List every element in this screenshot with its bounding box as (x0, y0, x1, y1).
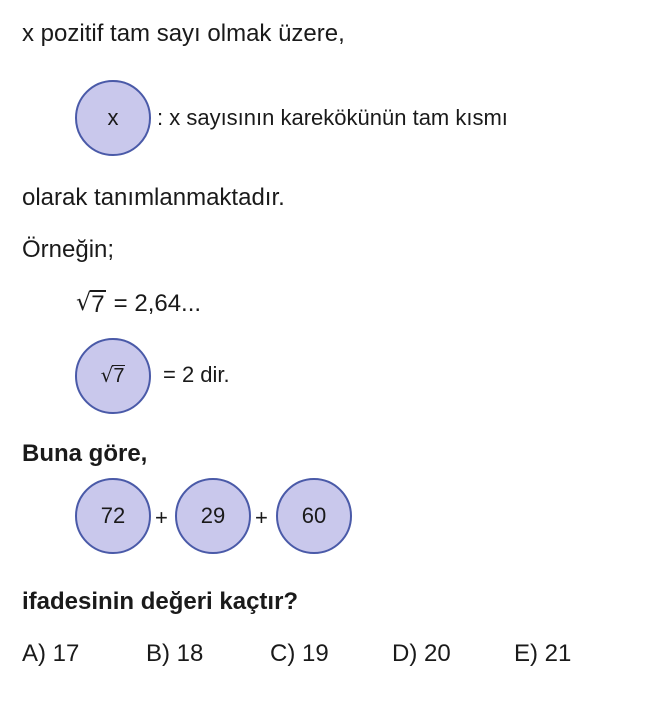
term-circle-2 (175, 478, 251, 554)
definition-circle (75, 80, 151, 156)
term-value-3: 60 (301, 503, 327, 528)
definition-text: : x sayısının karekökünün tam kısmı (157, 105, 508, 130)
term-value-2: 29 (200, 503, 226, 528)
choice-b[interactable]: B) 18 (146, 640, 204, 667)
circle-sqrt-argument: 7 (113, 365, 125, 387)
radical-icon: √ (100, 363, 114, 387)
sqrt-example (76, 290, 201, 317)
question-text: ifadesinin değeri kaçtır? (22, 588, 299, 615)
sqrt-expression (76, 290, 106, 317)
sqrt-rhs: = 2,64... (113, 290, 202, 317)
radical-icon: √ (76, 288, 92, 316)
term-circle-1 (75, 478, 151, 554)
example-circle (75, 338, 151, 414)
example-circle-rhs: = 2 dir. (163, 362, 230, 387)
example-label: Örneğin; (22, 236, 115, 263)
choice-d[interactable]: D) 20 (392, 640, 451, 667)
term-value-1: 72 (100, 503, 126, 528)
choice-a[interactable]: A) 17 (22, 640, 80, 667)
plus-operator-2: + (255, 505, 268, 530)
term-circle-3 (276, 478, 352, 554)
plus-operator-1: + (155, 505, 168, 530)
definition-circle-label: x (107, 105, 119, 130)
question-lead: Buna göre, (22, 440, 148, 467)
choice-e[interactable]: E) 21 (514, 640, 572, 667)
sqrt-argument: 7 (91, 291, 105, 318)
definition-tail-text: olarak tanımlanmaktadır. (22, 184, 285, 211)
intro-text: x pozitif tam sayı olmak üzere, (22, 20, 345, 47)
choice-c[interactable]: C) 19 (270, 640, 329, 667)
circle-sqrt-expression (101, 365, 126, 387)
